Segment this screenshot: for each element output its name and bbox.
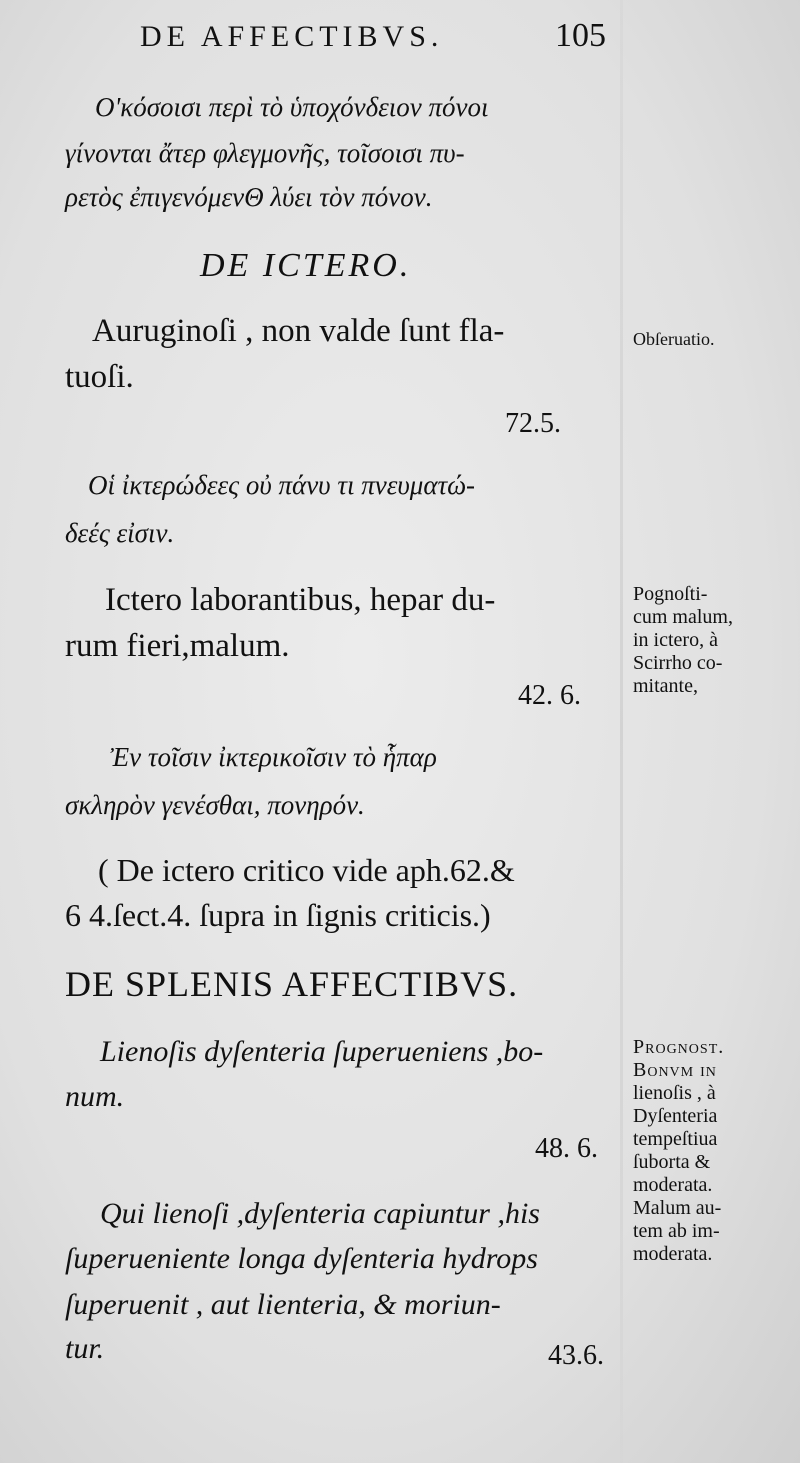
margin-note-prognosticum-spleen <box>633 1036 724 1266</box>
page-gutter-shadow <box>620 0 623 1463</box>
aphorism-line: Auruginoſi , non valde ſunt fla- <box>92 313 505 349</box>
margin-note-line: Pognoſti- <box>633 583 708 605</box>
margin-note-line: Malum au- <box>633 1197 722 1219</box>
aphorism-line: rum fieri,malum. <box>65 628 290 664</box>
margin-note-line: Prognost. <box>633 1036 725 1058</box>
margin-note-prognosticum-icterus <box>633 583 733 698</box>
section-heading-icterus: DE ICTERO. <box>200 247 412 284</box>
margin-note-observatio: Obſeruatio. <box>633 329 715 349</box>
greek-line: Οἱ ἰκτερώδεες οὐ πάνυ τι πνευματώ- <box>88 470 475 500</box>
aphorism-line: Ictero laborantibus, hepar du- <box>105 582 496 618</box>
aphorism-line: Lienoſis dyſenteria ſuperueniens ,bo- <box>100 1035 544 1068</box>
margin-note-line: Scirrho co- <box>633 652 723 674</box>
margin-note-line: Bonvm in <box>633 1059 717 1081</box>
greek-line: γίνονται ἄτερ φλεγμονῆς, τοῖσοισι πυ- <box>65 138 465 168</box>
margin-note-line: moderata. <box>633 1174 713 1196</box>
margin-note-line: Dyſenteria <box>633 1105 718 1127</box>
section-heading-spleen: DE SPLENIS AFFECTIBVS. <box>65 964 519 1004</box>
margin-note-line: ſuborta & <box>633 1151 711 1173</box>
aphorism-reference: 72.5. <box>505 408 561 439</box>
margin-note-line: tem ab im- <box>633 1220 720 1242</box>
margin-note-line: moderata. <box>633 1243 713 1265</box>
aphorism-line: Qui lienoſi ,dyſenteria capiuntur ,his <box>100 1197 540 1230</box>
aphorism-line: num. <box>65 1080 125 1113</box>
aphorism-line: ſuperuenit , aut lienteria, & moriun- <box>65 1288 501 1321</box>
aphorism-reference: 42. 6. <box>518 680 581 711</box>
margin-note-line: in ictero, à <box>633 629 718 651</box>
note-line: ( De ictero critico vide aph.62.& <box>98 852 515 888</box>
page-number: 105 <box>555 17 606 54</box>
greek-line: σκληρὸν γενέσθαι, πονηρόν. <box>65 790 365 820</box>
aphorism-line: ſuperueniente longa dyſenteria hydrops <box>65 1242 538 1275</box>
margin-note-line: cum malum, <box>633 606 733 628</box>
greek-line: ρετὸς ἐπιγενόμενΘ λύει τὸν πόνον. <box>65 182 433 212</box>
margin-note-line: tempeſtiua <box>633 1128 718 1150</box>
aphorism-reference: 48. 6. <box>535 1133 598 1164</box>
aphorism-line: tur. <box>65 1332 105 1365</box>
aphorism-line: tuoſi. <box>65 359 134 395</box>
margin-note-line: lienoſis , à <box>633 1082 716 1104</box>
margin-note-line: mitante, <box>633 675 698 697</box>
greek-line: Ἐν τοῖσιν ἰκτερικοῖσιν τὸ ἧπαρ <box>110 742 437 772</box>
aphorism-reference: 43.6. <box>548 1340 604 1371</box>
running-title: DE AFFECTIBVS. <box>140 20 444 53</box>
greek-line: Ο'κόσοισι περὶ τὸ ὑποχόνδειον πόνοι <box>95 92 489 122</box>
greek-line: δεές εἰσιν. <box>65 518 175 548</box>
note-line: 6 4.ſect.4. ſupra in ſignis criticis.) <box>65 897 491 933</box>
